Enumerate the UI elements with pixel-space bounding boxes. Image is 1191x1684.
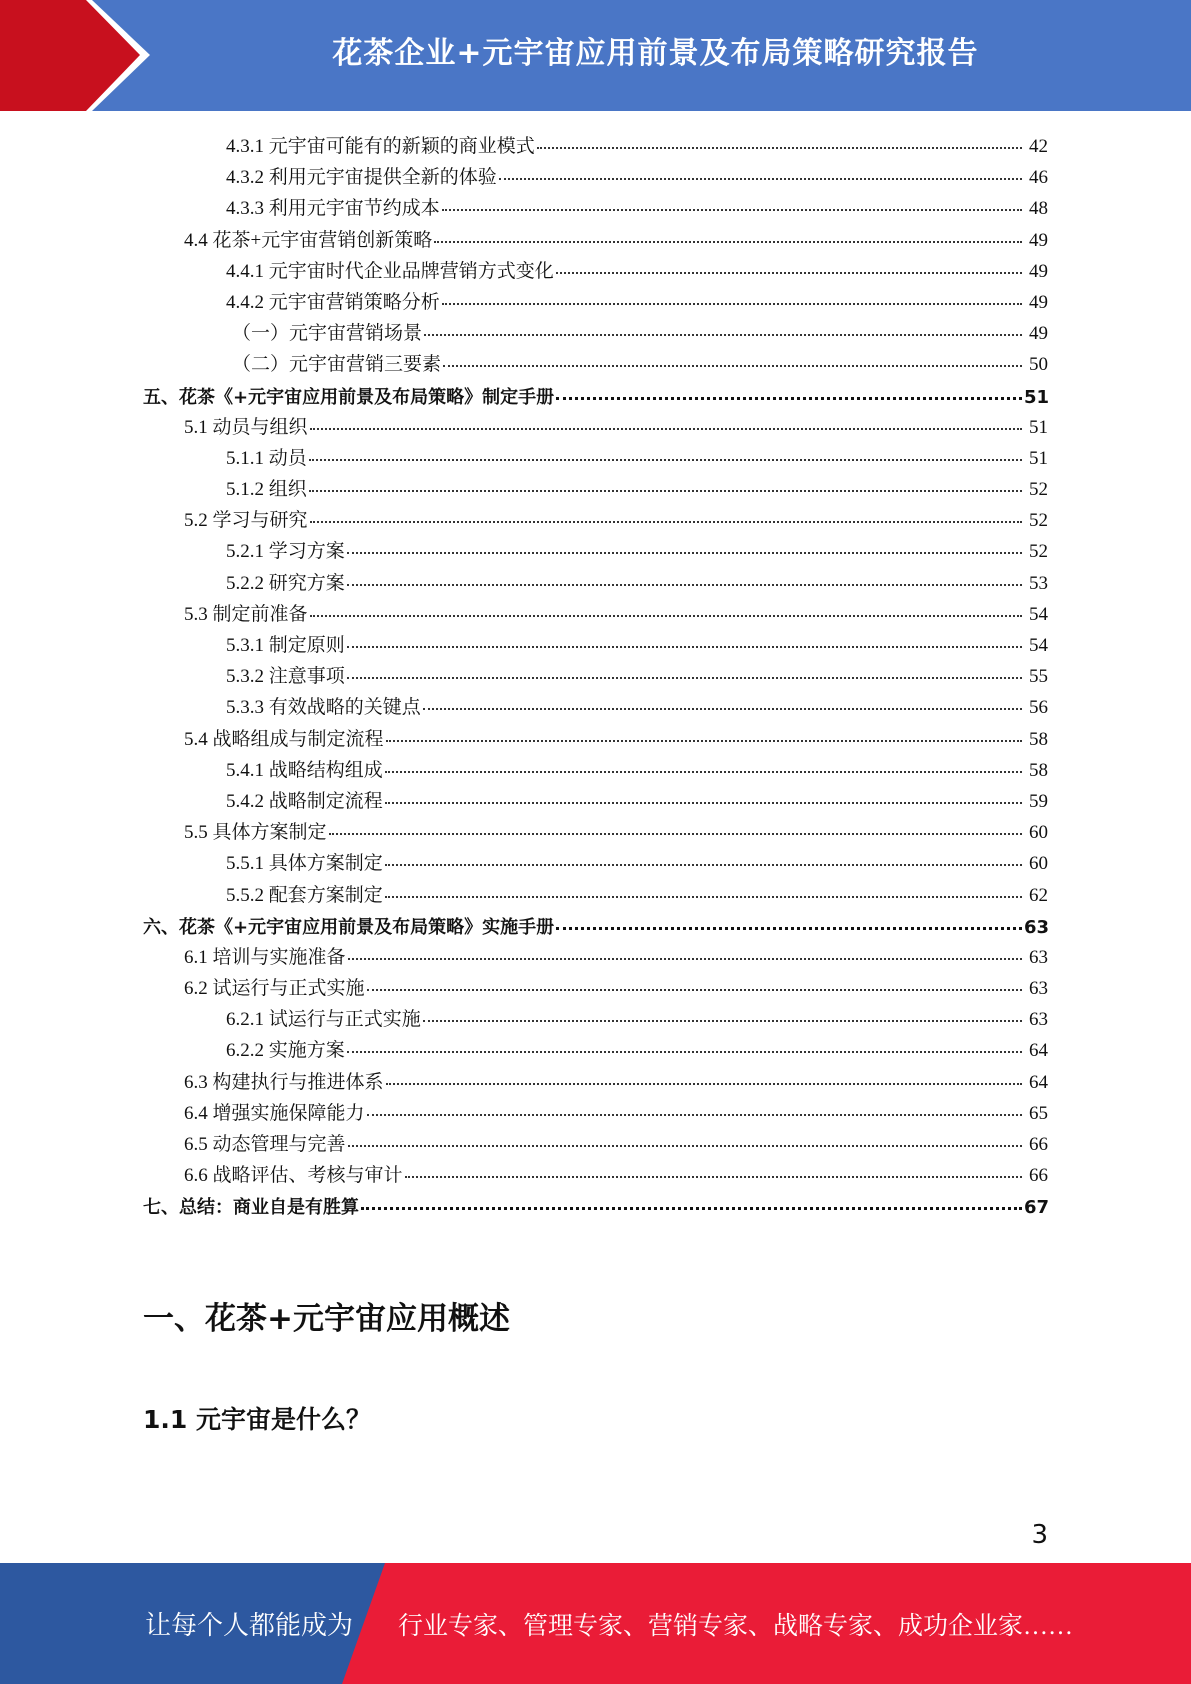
toc-entry-label: 5.1.1 动员 bbox=[226, 447, 307, 469]
toc-entry-label: 6.6 战略评估、考核与审计 bbox=[184, 1165, 403, 1187]
toc-leader-dots bbox=[310, 593, 1022, 617]
toc-leader-dots bbox=[385, 749, 1022, 773]
toc-entry-label: 4.3.2 利用元宇宙提供全新的体验 bbox=[226, 167, 497, 189]
toc-entry-label: 5.3.1 制定原则 bbox=[226, 635, 345, 656]
toc-entry[interactable] bbox=[0, 689, 1191, 720]
toc-leader-dots bbox=[361, 1185, 1022, 1210]
toc-leader-dots bbox=[309, 437, 1022, 461]
toc-entry[interactable] bbox=[0, 471, 1191, 502]
toc-entry[interactable] bbox=[0, 658, 1191, 689]
toc-leader-dots bbox=[386, 1061, 1022, 1085]
toc-leader-dots bbox=[310, 499, 1022, 523]
toc-leader-dots bbox=[423, 686, 1022, 710]
toc-leader-dots bbox=[443, 343, 1022, 367]
toc-entry-label: 6.2 试运行与正式实施 bbox=[184, 978, 365, 1000]
toc-entry[interactable] bbox=[0, 970, 1191, 1001]
toc-entry-page: 63 bbox=[1029, 946, 1048, 968]
toc-entry-label: 4.4 花茶+元宇宙营销创新策略 bbox=[184, 229, 433, 251]
toc-entry-label: 5.2.1 学习方案 bbox=[226, 541, 345, 563]
toc-entry-label: 6.4 增强实施保障能力 bbox=[184, 1102, 365, 1124]
toc-entry[interactable] bbox=[0, 190, 1191, 221]
toc-entry[interactable] bbox=[0, 1188, 1191, 1219]
toc-entry-page: 48 bbox=[1029, 198, 1048, 220]
subsection-heading: 1.1 元宇宙是什么？ bbox=[143, 1405, 371, 1434]
toc-entry[interactable] bbox=[0, 627, 1191, 658]
toc-leader-dots bbox=[434, 219, 1022, 243]
toc-entry-page: 49 bbox=[1029, 260, 1048, 282]
toc-leader-dots bbox=[537, 125, 1022, 149]
toc-entry[interactable] bbox=[0, 315, 1191, 346]
toc-entry-label: 4.3.3 利用元宇宙节约成本 bbox=[226, 198, 440, 220]
page-header bbox=[0, 0, 1191, 111]
toc-entry-page: 51 bbox=[1029, 416, 1048, 438]
toc-entry-label: 4.4.1 元宇宙时代企业品牌营销方式变化 bbox=[226, 260, 554, 282]
toc-entry[interactable] bbox=[0, 1064, 1191, 1095]
toc-entry-label: 5.5.1 具体方案制定 bbox=[226, 853, 383, 875]
toc-entry[interactable] bbox=[0, 1157, 1191, 1188]
toc-entry-label: （二）元宇宙营销三要素 bbox=[232, 354, 442, 376]
toc-entry-page: 63 bbox=[1029, 1009, 1048, 1031]
toc-entry-page: 60 bbox=[1029, 853, 1048, 875]
table-of-contents bbox=[0, 128, 1191, 1220]
toc-leader-dots bbox=[367, 1092, 1022, 1116]
toc-entry-page: 58 bbox=[1029, 728, 1048, 750]
toc-entry[interactable] bbox=[0, 814, 1191, 845]
toc-entry-page: 55 bbox=[1029, 666, 1048, 688]
toc-entry-page: 62 bbox=[1029, 884, 1048, 906]
toc-leader-dots bbox=[424, 312, 1022, 336]
toc-entry[interactable] bbox=[0, 128, 1191, 159]
toc-entry-label: 4.3.1 元宇宙可能有的新颖的商业模式 bbox=[226, 136, 535, 157]
toc-entry-label: 5.2 学习与研究 bbox=[184, 510, 308, 532]
toc-entry[interactable] bbox=[0, 783, 1191, 814]
toc-leader-dots bbox=[386, 718, 1022, 742]
toc-leader-dots bbox=[385, 842, 1022, 866]
toc-leader-dots bbox=[347, 530, 1022, 554]
toc-entry[interactable] bbox=[0, 1032, 1191, 1063]
page-number: 3 bbox=[1031, 1520, 1048, 1550]
toc-leader-dots bbox=[347, 1029, 1022, 1053]
toc-entry-page: 52 bbox=[1029, 510, 1048, 532]
toc-entry-page: 65 bbox=[1029, 1102, 1048, 1124]
toc-leader-dots bbox=[309, 468, 1022, 492]
toc-entry-page: 51 bbox=[1024, 386, 1050, 408]
toc-entry[interactable] bbox=[0, 596, 1191, 627]
toc-entry-page: 59 bbox=[1029, 790, 1048, 812]
toc-entry-label: 6.2.2 实施方案 bbox=[226, 1040, 345, 1062]
toc-entry-label: 5.3.3 有效战略的关键点 bbox=[226, 697, 421, 719]
toc-entry-page: 63 bbox=[1024, 916, 1050, 938]
toc-entry[interactable] bbox=[0, 565, 1191, 596]
toc-entry[interactable] bbox=[0, 378, 1191, 409]
toc-entry-page: 66 bbox=[1029, 1165, 1048, 1187]
toc-entry-label: 五、花茶《+元宇宙应用前景及布局策略》制定手册 bbox=[143, 386, 555, 408]
toc-entry-page: 63 bbox=[1029, 978, 1048, 1000]
toc-entry[interactable] bbox=[0, 253, 1191, 284]
toc-leader-dots bbox=[405, 1154, 1022, 1178]
toc-entry-label: 5.5.2 配套方案制定 bbox=[226, 884, 383, 906]
toc-entry-page: 64 bbox=[1029, 1071, 1048, 1093]
toc-entry[interactable] bbox=[0, 845, 1191, 876]
toc-entry-label: 5.4.2 战略制定流程 bbox=[226, 790, 383, 812]
toc-entry-page: 60 bbox=[1029, 822, 1048, 844]
toc-leader-dots bbox=[348, 1123, 1022, 1147]
toc-entry[interactable] bbox=[0, 222, 1191, 253]
toc-leader-dots bbox=[310, 406, 1022, 430]
toc-entry-page: 66 bbox=[1029, 1134, 1048, 1155]
toc-entry-label: 5.1.2 组织 bbox=[226, 479, 307, 501]
toc-entry-label: 5.2.2 研究方案 bbox=[226, 572, 345, 594]
section-heading: 一、花茶+元宇宙应用概述 bbox=[143, 1301, 510, 1337]
toc-entry-label: 5.1 动员与组织 bbox=[184, 416, 308, 438]
toc-entry-page: 67 bbox=[1024, 1197, 1050, 1219]
toc-entry-label: 5.5 具体方案制定 bbox=[184, 822, 327, 844]
toc-entry-page: 49 bbox=[1029, 323, 1048, 345]
toc-entry-label: 六、花茶《+元宇宙应用前景及布局策略》实施手册 bbox=[143, 916, 555, 938]
toc-entry[interactable] bbox=[0, 440, 1191, 471]
toc-entry-label: 5.3.2 注意事项 bbox=[226, 666, 345, 688]
toc-entry[interactable] bbox=[0, 1095, 1191, 1126]
toc-entry[interactable] bbox=[0, 502, 1191, 533]
toc-entry-page: 46 bbox=[1029, 167, 1048, 189]
toc-entry[interactable] bbox=[0, 877, 1191, 908]
page-footer bbox=[0, 1563, 1191, 1684]
toc-leader-dots bbox=[347, 655, 1022, 679]
toc-entry-page: 52 bbox=[1029, 479, 1048, 501]
toc-entry[interactable] bbox=[0, 908, 1191, 939]
toc-entry[interactable] bbox=[0, 721, 1191, 752]
toc-entry-page: 53 bbox=[1029, 572, 1048, 594]
toc-entry[interactable] bbox=[0, 409, 1191, 440]
toc-entry-label: 6.2.1 试运行与正式实施 bbox=[226, 1009, 421, 1031]
toc-leader-dots bbox=[385, 780, 1022, 804]
toc-leader-dots bbox=[442, 187, 1022, 211]
toc-leader-dots bbox=[556, 375, 1022, 400]
toc-entry-label: 6.1 培训与实施准备 bbox=[184, 946, 346, 968]
toc-entry-page: 51 bbox=[1029, 447, 1048, 469]
toc-entry-label: 5.3 制定前准备 bbox=[184, 603, 308, 625]
toc-leader-dots bbox=[442, 281, 1022, 305]
toc-entry[interactable] bbox=[0, 1001, 1191, 1032]
toc-leader-dots bbox=[499, 156, 1022, 180]
toc-entry[interactable] bbox=[0, 533, 1191, 564]
toc-entry-page: 42 bbox=[1029, 136, 1048, 157]
toc-leader-dots bbox=[348, 936, 1022, 960]
toc-entry-label: 5.4.1 战略结构组成 bbox=[226, 759, 383, 781]
toc-entry-label: 6.3 构建执行与推进体系 bbox=[184, 1071, 384, 1093]
toc-leader-dots bbox=[347, 624, 1022, 648]
toc-entry-page: 56 bbox=[1029, 697, 1048, 719]
toc-entry-label: 4.4.2 元宇宙营销策略分析 bbox=[226, 291, 440, 313]
toc-leader-dots bbox=[423, 998, 1022, 1022]
toc-entry-label: 5.4 战略组成与制定流程 bbox=[184, 728, 384, 750]
footer-slogan-right: 行业专家、管理专家、营销专家、战略专家、成功企业家…… bbox=[398, 1613, 1074, 1640]
toc-entry-page: 49 bbox=[1029, 229, 1048, 251]
toc-entry[interactable] bbox=[0, 159, 1191, 190]
toc-entry-label: 6.5 动态管理与完善 bbox=[184, 1134, 346, 1155]
toc-leader-dots bbox=[556, 250, 1022, 274]
toc-entry-label: 七、总结：商业自是有胜算 bbox=[143, 1197, 359, 1219]
toc-leader-dots bbox=[367, 967, 1022, 991]
toc-leader-dots bbox=[385, 874, 1022, 898]
toc-entry-page: 64 bbox=[1029, 1040, 1048, 1062]
toc-entry[interactable] bbox=[0, 1126, 1191, 1157]
footer-slogan-left: 让每个人都能成为 bbox=[145, 1611, 354, 1640]
toc-entry-page: 49 bbox=[1029, 291, 1048, 313]
toc-entry-page: 54 bbox=[1029, 603, 1048, 625]
toc-leader-dots bbox=[556, 905, 1022, 930]
toc-entry[interactable] bbox=[0, 939, 1191, 970]
toc-entry[interactable] bbox=[0, 752, 1191, 783]
report-title: 花茶企业+元宇宙应用前景及布局策略研究报告 bbox=[332, 36, 979, 71]
toc-leader-dots bbox=[347, 562, 1022, 586]
toc-entry-page: 58 bbox=[1029, 759, 1048, 781]
toc-entry[interactable] bbox=[0, 346, 1191, 377]
toc-leader-dots bbox=[329, 811, 1022, 835]
toc-entry-page: 50 bbox=[1029, 354, 1048, 376]
toc-entry-page: 54 bbox=[1029, 635, 1048, 656]
toc-entry[interactable] bbox=[0, 284, 1191, 315]
toc-entry-label: （一）元宇宙营销场景 bbox=[232, 323, 423, 345]
toc-entry-page: 52 bbox=[1029, 541, 1048, 563]
